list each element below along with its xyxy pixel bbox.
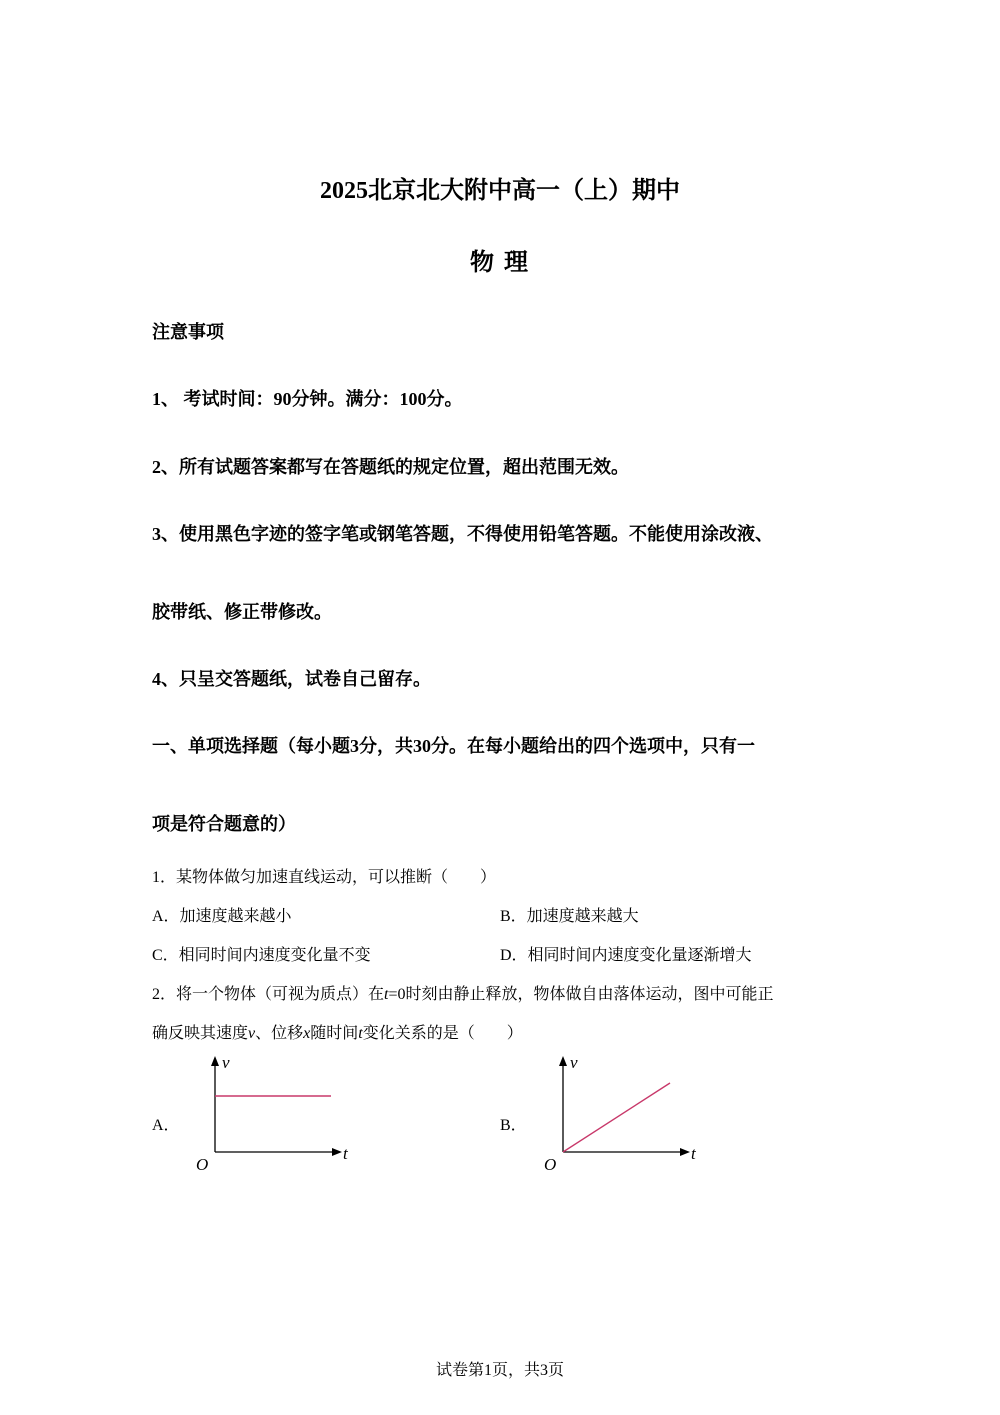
q1-option-c: C．相同时间内速度变化量不变 <box>152 947 371 964</box>
question-1-stem: 1．某物体做匀加速直线运动，可以推断（ ） <box>152 869 497 886</box>
section-heading-cont: 项是符合题意的） <box>152 814 296 834</box>
notice-item-1: 1、 考试时间：90分钟。满分：100分。 <box>152 389 463 409</box>
page-title: 2025北京北大附中高一（上）期中 <box>320 178 680 204</box>
notice-item-2: 2、所有试题答案都写在答题纸的规定位置，超出范围无效。 <box>152 457 629 477</box>
q2-text: =0时刻由静止释放，物体做自由落体运动，图中可能正 <box>388 986 774 1003</box>
q1-option-a: A．加速度越来越小 <box>152 908 292 925</box>
q1-option-d: D．相同时间内速度变化量逐渐增大 <box>500 947 752 964</box>
q2-text: 、位移 <box>255 1025 304 1042</box>
q2-text: 2．将一个物体（可视为质点）在 <box>152 986 385 1003</box>
graph-b-line <box>563 1083 670 1152</box>
question-2-stem-line1 <box>152 981 774 1004</box>
q2-option-b-label: B． <box>500 1117 527 1134</box>
y-axis-arrow <box>211 1056 219 1066</box>
origin-label: O <box>544 1155 557 1174</box>
t-axis-label: t <box>691 1144 696 1163</box>
page-footer: 试卷第1页，共3页 <box>435 1362 564 1379</box>
x-axis-arrow <box>680 1148 690 1156</box>
v-variable: v <box>248 1025 256 1042</box>
q2-text: 变化关系的是（ ） <box>362 1025 523 1042</box>
question-2-stem-line2 <box>152 1020 523 1043</box>
x-axis-arrow <box>332 1148 342 1156</box>
q2-text: 确反映其速度 <box>152 1025 249 1042</box>
v-axis-label: v <box>222 1053 230 1072</box>
t-variable: t <box>384 986 389 1003</box>
subject-title: 物 理 <box>470 250 530 276</box>
q2-text: 随时间 <box>310 1025 359 1042</box>
graph-a <box>190 1050 360 1175</box>
section-heading: 一、单项选择题（每小题3分，共30分。在每小题给出的四个选项中，只有一 <box>152 736 755 756</box>
origin-label: O <box>196 1155 209 1174</box>
t-axis-label: t <box>343 1144 348 1163</box>
x-variable: x <box>303 1025 311 1042</box>
notice-item-4: 4、只呈交答题纸，试卷自己留存。 <box>152 669 431 689</box>
y-axis-arrow <box>559 1056 567 1066</box>
notice-item-3: 3、使用黑色字迹的签字笔或钢笔答题，不得使用铅笔答题。不能使用涂改液、 <box>152 524 773 544</box>
graph-b <box>538 1050 708 1175</box>
notice-heading: 注意事项 <box>152 322 224 342</box>
v-axis-label: v <box>570 1053 578 1072</box>
notice-item-3-cont: 胶带纸、修正带修改。 <box>152 602 332 622</box>
q1-option-b: B．加速度越来越大 <box>500 908 639 925</box>
t-variable: t <box>358 1025 363 1042</box>
q2-option-a-label: A． <box>152 1117 180 1134</box>
